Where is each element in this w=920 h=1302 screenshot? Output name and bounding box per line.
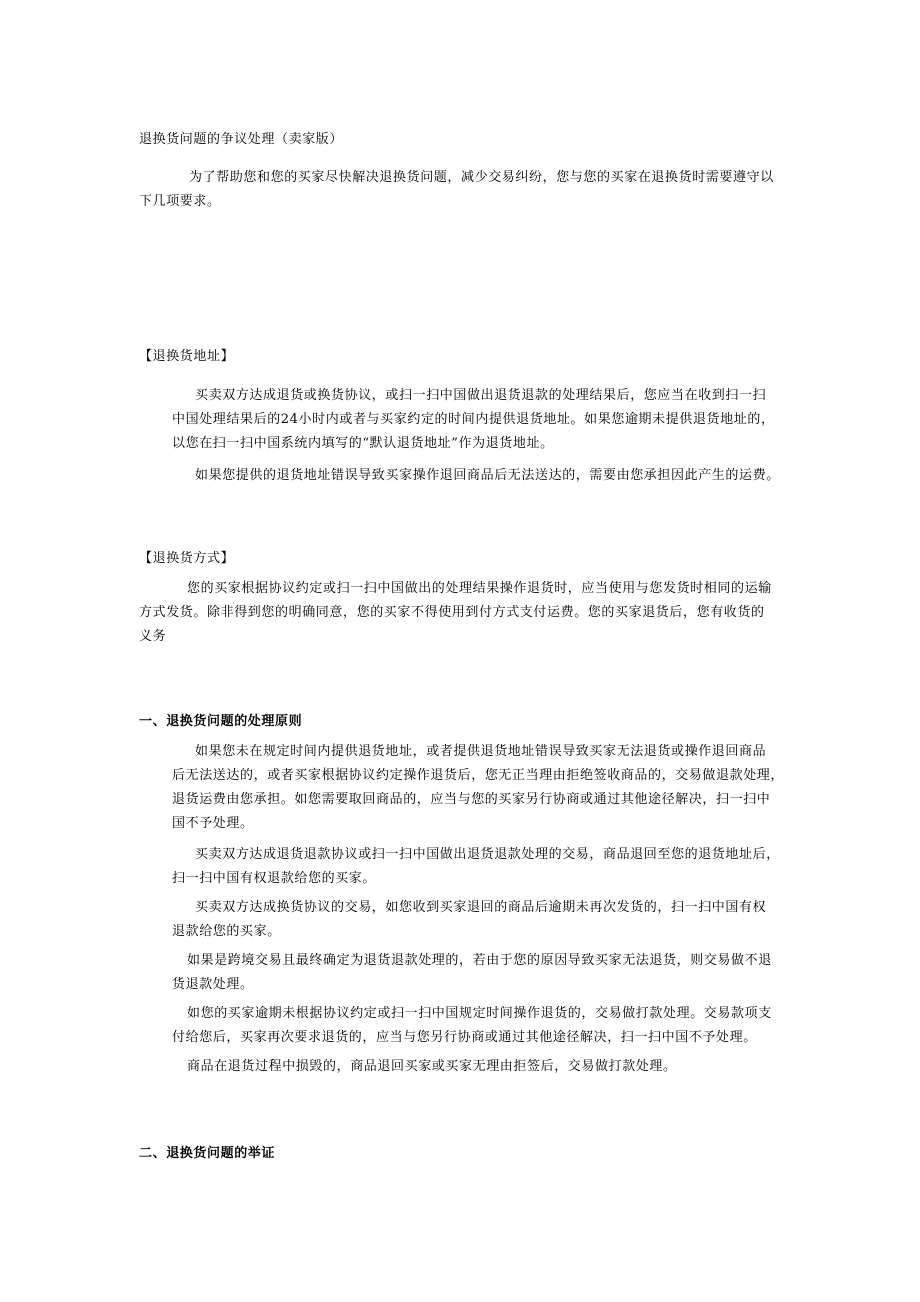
address-paragraph-1: 买卖双方达成退货或换货协议，或扫一扫中国做出退货退款的处理结果后，您应当在收到扫一扫 中国处理结果后的24小时内或者与买家约定的时间内提供退货地址。如果您逾期未提供退货地址的， 以您在扫一扫中国系统内填写的“默认退货地址”作为退货地址。 bbox=[172, 388, 775, 451]
section-heading-principles: 一、退换货问题的处理原则 bbox=[139, 714, 303, 729]
intro-paragraph: 为了帮助您和您的买家尽快解决退换货问题，减少交易纠纷，您与您的买家在退换货时需要遵守以 下几项要求。 bbox=[139, 170, 774, 209]
page-title: 退换货问题的争议处理（卖家版） bbox=[139, 132, 344, 147]
principles-paragraph-4: 如果是跨境交易且最终确定为退货退款处理的，若由于您的原因导致买家无法退货，则交易做不退 货退款处理。 bbox=[172, 953, 772, 992]
principles-paragraph-1: 如果您未在规定时间内提供退货地址，或者提供退货地址错误导致买家无法退货或操作退回商品 后无法送达的，或者买家根据协议约定操作退货后，您无正当理由拒绝签收商品的，交易做退款处理， 退货运费由您承担。如您需要取回商品的，应当与您的买家另行协商或通过其他途径解决，扫一扫中 国不予处理。 bbox=[172, 744, 785, 831]
principles-paragraph-3: 买卖双方达成换货协议的交易，如您收到买家退回的商品后逾期未再次发货的，扫一扫中国有权 退款给您的买家。 bbox=[172, 900, 767, 939]
section-heading-evidence: 二、退换货问题的举证 bbox=[139, 1146, 276, 1161]
section-heading-address: 【退换货地址】 bbox=[139, 349, 235, 364]
address-paragraph-2: 如果您提供的退货地址错误导致买家操作退回商品后无法送达的，需要由您承担因此产生的运费。 bbox=[195, 468, 780, 483]
principles-paragraph-2: 买卖双方达成退货退款协议或扫一扫中国做出退货退款处理的交易，商品退回至您的退货地址后， 扫一扫中国有权退款给您的买家。 bbox=[172, 847, 780, 886]
section-heading-method: 【退换货方式】 bbox=[139, 551, 235, 566]
method-paragraph: 您的买家根据协议约定或扫一扫中国做出的处理结果操作退货时，应当使用与您发货时相同的运输 方式发货。除非得到您的明确同意，您的买家不得使用到付方式支付运费。您的买家退货后，您有收货的 义务 bbox=[139, 581, 772, 644]
principles-paragraph-6: 商品在退货过程中损毁的，商品退回买家或买家无理由拒签后，交易做打款处理。 bbox=[187, 1059, 677, 1074]
principles-paragraph-5: 如您的买家逾期未根据协议约定或扫一扫中国规定时间操作退货的，交易做打款处理。交易款项支 付给您后，买家再次要求退货的，应当与您另行协商或通过其他途径解决，扫一扫中国不予处理。 bbox=[172, 1006, 772, 1045]
